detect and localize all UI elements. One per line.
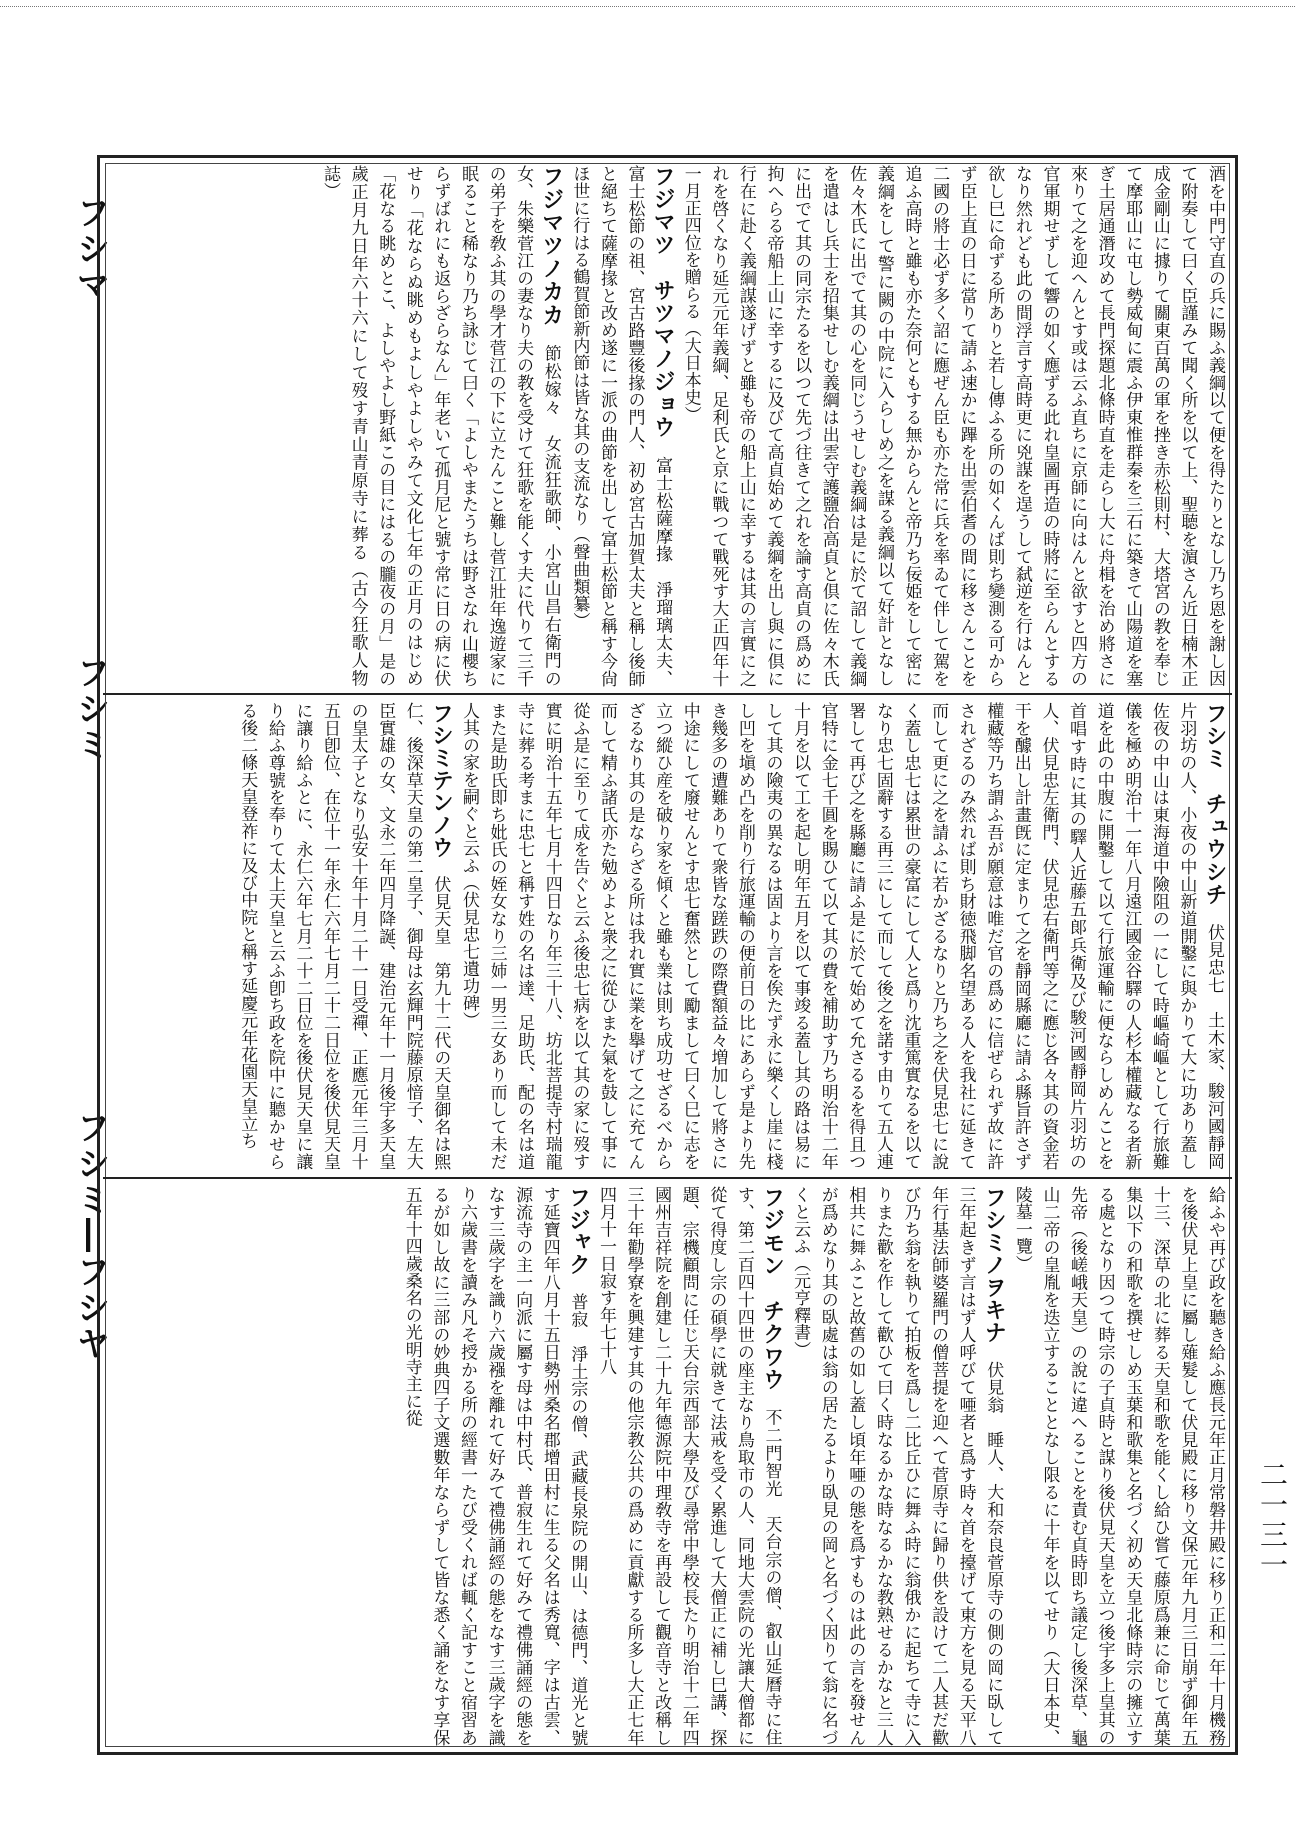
- dictionary-entry: [676, 165, 1228, 687]
- entry-body: 給ふや再び政を聽き給ふ應長元年正月常磐井殿に移り正和二年十月機務を後伏見上皇に屬し薙髮して伏見殿に移り文保元年九月三日崩ず御年五十三、深草の北に葬る天皇和歌を能くし給ひ嘗て藤原爲兼に命じて萬葉集以下の和歌を撰せしめ玉葉和歌集と名づく初め天皇北條時宗の擁立する處となり因つて時宗の子貞時と謀り後伏見天皇を立つ後宇多上皇其の先帝（後嵯峨天皇）の說に違へることを責む貞時即ち議定し後深草、龜山二帝の皇胤を迭立することとなし限るに十年を以てせり（大日本史、陵墓一覽）: [1011, 1186, 1225, 1746]
- top-dotted-rule: [0, 6, 1295, 7]
- text-section-1: [112, 165, 1228, 687]
- dictionary-entry: [565, 165, 676, 687]
- running-head-3: フシミ―フシヤ: [70, 1110, 110, 1362]
- entry-headword: フシミノヲキナ: [981, 1186, 1007, 1344]
- entry-body: 不二門智光 天台宗の僧、叡山延曆寺に住す、第二百四十四世の座主なり鳥取市の人、同地大雲院の光讓大僧都に從て得度し宗の碩學に就きて法戒を受く累進して大僧正に補し巳講、探題、宗機顧問に任じ天台宗西部大學及び尋常中學校長たり明治十二年四國州吉祥院を創建し二十九年德源院中理敎寺を再設して觀音寺と改稱し三十年勸學寮を興建す其の他宗教公共の爲めに貢獻する所多し大正七年四月十一日寂す年七十八: [595, 1186, 782, 1746]
- entry-body: 富士松薩摩掾 淨瑠璃太夫、富士松節の祖、宮古路豐後掾の門人、初め宮古加賀太夫と稱し後師と絕ちて薩摩掾と改め遂に一派の曲節を出して富士松節と稱す今尙ほ世に行はる鶴賀節新内節は皆な其の支流なり（聲曲類纂）: [569, 165, 673, 687]
- section-divider-1: [103, 693, 1232, 695]
- dictionary-entry: [1007, 1186, 1228, 1746]
- entry-headword: フジマツノカカ: [538, 165, 564, 327]
- entry-headword: フジマツ サツマノジョウ: [650, 165, 676, 439]
- dictionary-entry: [786, 1186, 1008, 1746]
- entry-headword: フシミテンノウ: [428, 702, 454, 859]
- text-section-2: [112, 702, 1228, 1170]
- section-divider-2: [103, 1177, 1232, 1179]
- entry-body: 伏見天皇 第九十二代の天皇御名は煕仁、後深草天皇の第二皇子、御母は玄輝門院藤原愔子、左大臣實雄の女、文永二年四月降誕、建治元年十一月後宇多天皇の皇太子となり弘安十年十月二十一日受禪、正應元年三月十五日卽位、在位十一年永仁六年七月二十二日位を後伏見天皇に讓り給ふとに、永仁六年七月二十二日位を後伏見天皇に讓り給ふ尊號を奉りて太上天皇と云ふ卽ち政を院中に聽かせらる後二條天皇登祚に及び中院と稱す延慶元年花園天皇立ち: [237, 702, 451, 1170]
- dictionary-entry: [315, 165, 564, 687]
- dictionary-entry: [454, 702, 1228, 1170]
- entry-headword: フジャク: [565, 1186, 591, 1276]
- text-section-3: [112, 1186, 1228, 1746]
- entry-headword: フシミ チュウシチ: [1202, 702, 1227, 906]
- entry-body: 伏見翁 睡人、大和奈良菅原寺の側の岡に臥して三年起きず言はず人呼びて唖者と爲す時々首を擡げて東方を見る天平八年行基法師婆羅門の僧菩提を迎へて菅原寺に歸り供を設けて二人甚だ歡び乃ち翁を執りて拍板を爲し二比丘ひに舞ふ時に翁俄かに起ちて寺に入りまた歡を作して歡ひて曰く時なるかな時なるかな教熟せるかなと三人相共に舞ふこと故舊の如し蓋し頃年唖の態を爲すものは此の言を發せんが爲めなり其の臥處は翁の居たるより臥見の岡と名づく因りて翁に名づくと云ふ（元亨釋書）: [790, 1186, 1004, 1746]
- entry-body: 酒を中門守直の兵に賜ふ義綱以て便を得たりとなし乃ち恩を謝し因て附奏して曰く臣謹みて聞く所を以て上、聖聴を濵さん近日楠木正成金剛山に據りて關東百萬の軍を挫き赤松則村、大塔宮の教を奉じて摩耶山に屯し勢威甸に震ふ伊東惟群秦を三石に築きて山陽道を塞ぎ土居通潛攻めて長門探題北條時直を走らし大に舟楫を治め將さに來りて之を迎へんとす或は云ふ直ちに京師に向はんと欲すと四方の官軍期せずして響の如く應ずる此れ皇圖再造の時將に至らんとするなり然れども此の間浮言す高時更に兇謀を逞うして弑逆を行はんと欲し巳に命ずる所ありと若し傳ふる所の如くんば則ち變測る可からず臣上直の日に當りて請ふ速かに蹕を出雲伯耆の間に移さんことを二國の將士必ず多く詔に應ぜん臣も亦た常に兵を率ゐて伴して駕を追ふ高時と雖も亦た奈何ともする無からんと帝乃ち佞姫をして密に義綱をして警に闕の中院に入らしめ之を謀る義綱以て好計となし佐々木氏に出でて其の心を同じうせしむ義綱は是に於て詔して義綱を遣はし兵士を招集せしむ義綱は出雲守護鹽冶高貞と倶に佐々木氏に出でて其の同宗たるを以つて先づ往きて之れを論す高貞の爲めに拘へらる帝船上山に幸するに及びて高貞始めて義綱を出し與に倶に行在に赴く義綱謀遂げずと雖も帝の船上山に幸するは其の言實に之れを啓くなり延元元年義綱、足利氏と京に戰つて戰死す大正四年十一月正四位を贈らる（大日本史）: [680, 165, 1225, 687]
- running-head-2: フシミ: [70, 655, 110, 763]
- page-number: 二一三一: [1256, 1460, 1289, 1580]
- dictionary-entry: [397, 1186, 591, 1746]
- dictionary-entry: [591, 1186, 785, 1746]
- running-head-1: フシマ: [70, 195, 110, 303]
- entry-body: 普寂 淨土宗の僧、武藏長泉院の開山、は德門、道光と號す延寶四年八月十五日勢州桑名郡增田村に生る父名は秀寬、字は古雲、源流寺の主一向派に屬す母は中村氏、普寂生れて好みて禮佛誦經の態をなす三歲字を識り六歲襁を離れて好みて禮佛誦經の態をなす三歲字を識り六歲書を讀み凡そ授かる所の經書一たび受くれば輒く記すこと宿習あるが如し故に三部の妙典四子文選數年ならずして皆な悉く誦をなす享保五年十四歲桑名の光明寺主に從: [401, 1186, 588, 1746]
- entry-headword: フジモン チクワウ: [759, 1186, 785, 1391]
- entry-body: 節松嫁々 女流狂歌師、小宮山昌右衛門の女、朱樂菅江の妻なり夫の教を受けて狂歌を能くす夫に代りて三千の弟子を敎ふ其の學才菅江の下に立たんこと難し菅江壯年逸遊家に眠ること稀なり乃ち詠じて曰く「よしやまたうちは野さなれ山櫻ちらずばれにも返らざらなん」年老いて孤月尼と號す常に日の病に伏せり「花ならぬ眺めもよしやよしやみて文化七年の正月のはじめ「花なる眺めとこ、よしやよし野紙この目にはるの朧夜の月」是の歲正月九日年六十六にして歿す青山青原寺に葬る（古今狂歌人物誌）: [320, 165, 561, 687]
- dictionary-entry: [233, 702, 455, 1170]
- entry-body: 伏見忠七 土木家、駿河國靜岡片羽坊の人、小夜の中山新道開鑿に與かりて大に功あり蓋し佐夜の中山は東海道中險阻の一にして時嶇崎嶇として行旅難儀を極め明治十一年八月遠江國金谷驛の人杉本權藏なる者新道を此の中腹に開鑿して以て行旅運輸に便ならしめんことを首唱す時に其の驛人近藤五郞兵衛及び駿河國靜岡片羽坊の人、伏見忠左衛門、伏見忠右衛門等之に應じ各々其の資金若干を醵出し計畫旣に定まりて之を靜岡縣廳に請ふ縣旨許さず權藏等乃ち謂ふ吾が願意は唯だ官の爲めに信ぜられず故に許されざるのみ然れば則ち財徳飛脚名望ある人を我社に延きて而して更に之を請ふに若かざるなりと乃ち之を伏見忠七に說く蓋し忠七は累世の豪富にして人と爲り沈重篤實なるを以てなり忠七固辭する再三にして而して後之を諾す由りて五人連署して再び之を縣廳に請ふ是に於て始めて允さるるを得且つ官特に金七千圓を賜ひて以て其の費を補助す乃ち明治十二年十月を以て工を起し明年五月を以て事竣る蓋し其の路は易にして其の險夷の異なるは固より言を俟たず永に樂くし崖に棧し凹を塡め凸を削り行旅運輸の便前日の比にあらず是より先き幾多の遭難ありて衆皆な蹉跌の際費額益々増加して將さに中途にして廢せんとす忠七奮然として勵まして曰く巳に志を立つ縱ひ産を破り家を傾くと雖も業は則ち成功せざるべからざるなり其の是ならざる所は我れ實に業を擧げて之に充てん而して精ふ諸氏亦た勉めよと衆之に從ひまた氣を鼓して事に從ふ是に至りて成を告ぐと云ふ後忠七病を以て其の家に歿す實に明治十五年七月十四日なり年三十八、坊北菩提寺村瑞龍寺に葬る考まに忠七と稱す姓の名は達、足助氏、配の名は道また是助氏即ち妣氏の姪女なり三姉一男三女あり而して未だ人其の家を嗣ぐと云ふ（伏見忠七遺功碑）: [458, 702, 1224, 1170]
